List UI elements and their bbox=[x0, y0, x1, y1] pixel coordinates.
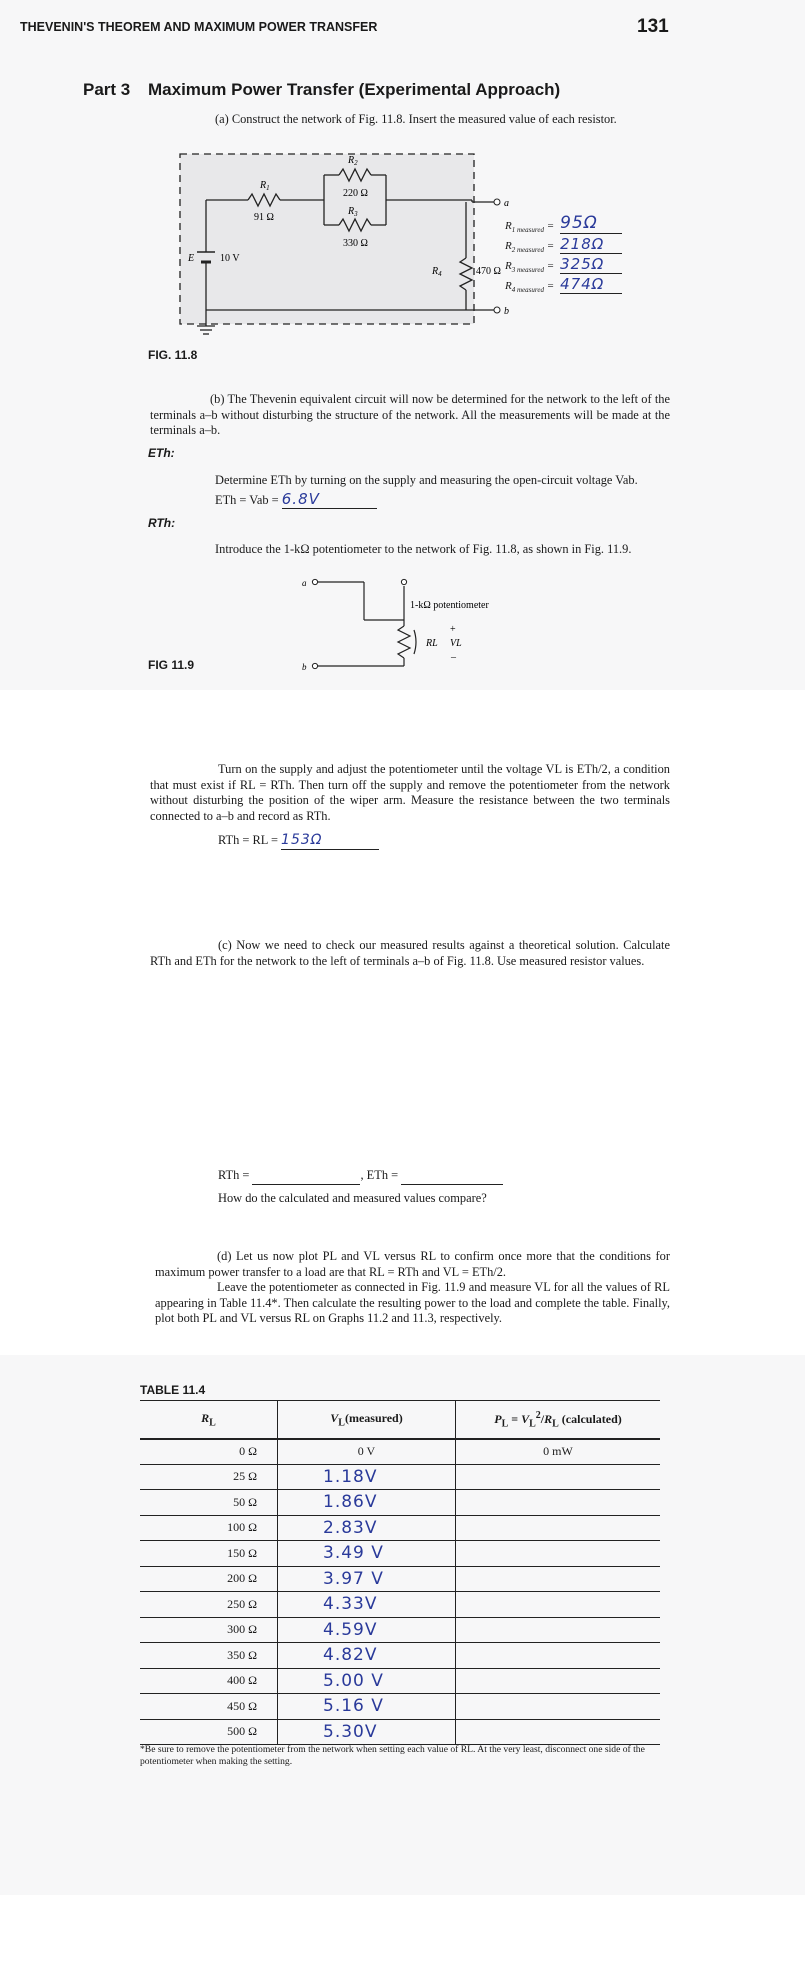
r4-value: 470 Ω bbox=[476, 266, 501, 277]
r2-value: 220 Ω bbox=[343, 188, 368, 199]
col-rl: $R_L$ bbox=[140, 1401, 278, 1439]
table-row bbox=[140, 1439, 660, 1465]
fig119-terminal-a: a bbox=[302, 578, 307, 588]
table-row bbox=[140, 1515, 660, 1541]
pl-cell bbox=[456, 1566, 661, 1592]
compare-question: How do the calculated and measured values compare? bbox=[218, 1191, 487, 1205]
r3-label: $R_3$ bbox=[348, 206, 358, 218]
r1-measured-label: $R_{1 measured}$ = bbox=[505, 219, 555, 234]
table-row bbox=[140, 1464, 660, 1490]
fig-11-8-circuit bbox=[176, 150, 516, 340]
r2-measured-label: $R_{2 measured}$ = bbox=[505, 239, 555, 254]
rl-cell: 350 Ω bbox=[140, 1643, 278, 1669]
r1-label: $R_1$ bbox=[260, 180, 270, 192]
rl-label: RL bbox=[426, 638, 438, 649]
eth-value: 6.8V bbox=[282, 492, 377, 509]
pl-cell bbox=[456, 1592, 661, 1618]
r2-measured-value: 218Ω bbox=[560, 235, 622, 254]
vl-cell: 0 V bbox=[278, 1439, 456, 1465]
vl-cell: 4.82V bbox=[278, 1643, 456, 1669]
part-d-text-2: Leave the potentiometer as connected in Fig. 11.9 and measure VL for all the values of RL appearing in Table 11.4*. Then calculate the resulting power to the load and complete the table. Finally, plot both PL and VL versus RL on Graphs 11.2 and 11.3, respectively. bbox=[155, 1280, 670, 1325]
rth-rl-eq-label: RTh = RL = bbox=[218, 833, 278, 847]
pl-cell bbox=[456, 1694, 661, 1720]
rth-rl-equation bbox=[218, 833, 379, 850]
rl-cell: 400 Ω bbox=[140, 1668, 278, 1694]
r4-measured-value: 474Ω bbox=[560, 275, 622, 294]
source-label: E bbox=[188, 253, 195, 264]
table-row bbox=[140, 1694, 660, 1720]
part-d-text-1: (d) Let us now plot PL and VL versus RL to confirm once more that the conditions for maximum power transfer to a load are that RL = RTh and VL = ETh/2. bbox=[155, 1249, 670, 1279]
table-row bbox=[140, 1617, 660, 1643]
part-b-text: (b) The Thevenin equivalent circuit will now be determined for the network to the left of the terminals a–b without disturbing the structure of the network. All the measurements will be made at the terminals a–b. bbox=[150, 392, 670, 437]
rl-cell: 100 Ω bbox=[140, 1515, 278, 1541]
r3-measured-value: 325Ω bbox=[560, 255, 622, 274]
potentiometer-label: 1-kΩ potentiometer bbox=[410, 600, 489, 611]
table-row bbox=[140, 1643, 660, 1669]
vl-cell: 1.86V bbox=[278, 1490, 456, 1516]
vl-cell: 4.33V bbox=[278, 1592, 456, 1618]
rl-cell: 200 Ω bbox=[140, 1566, 278, 1592]
table-title: TABLE 11.4 bbox=[140, 1383, 206, 1397]
table-header-row bbox=[140, 1401, 660, 1439]
vl-plus: + bbox=[450, 624, 456, 635]
page-number: 131 bbox=[637, 16, 669, 37]
vl-cell: 4.59V bbox=[278, 1617, 456, 1643]
table-row bbox=[140, 1490, 660, 1516]
r1-measured-value: 95Ω bbox=[560, 213, 622, 234]
vl-minus: – bbox=[451, 652, 456, 663]
pl-cell bbox=[456, 1515, 661, 1541]
table-row bbox=[140, 1719, 660, 1745]
table-row bbox=[140, 1592, 660, 1618]
fig-11-8-caption: FIG. 11.8 bbox=[148, 348, 198, 362]
eth-equation bbox=[215, 492, 377, 509]
r4-measured-label: $R_{4 measured}$ = bbox=[505, 279, 555, 294]
table-row bbox=[140, 1668, 660, 1694]
rl-cell: 450 Ω bbox=[140, 1694, 278, 1720]
rl-cell: 250 Ω bbox=[140, 1592, 278, 1618]
rth-measured-value: 153Ω bbox=[281, 833, 379, 850]
r3-measured-label: $R_{3 measured}$ = bbox=[505, 259, 555, 274]
eth-heading: ETh: bbox=[148, 446, 175, 460]
pl-cell bbox=[456, 1490, 661, 1516]
rth-calc-label: RTh = bbox=[218, 1168, 250, 1182]
eth-eq-label: ETh = Vab = bbox=[215, 493, 279, 507]
table-row bbox=[140, 1566, 660, 1592]
col-vl: $V_L(measured)$ bbox=[278, 1401, 456, 1439]
terminal-a: a bbox=[504, 198, 509, 209]
pl-cell bbox=[456, 1617, 661, 1643]
calc-equations bbox=[218, 1168, 503, 1185]
eth-calc-label: , ETh = bbox=[360, 1168, 399, 1182]
rth-calc-blank[interactable] bbox=[252, 1168, 360, 1185]
pl-cell bbox=[456, 1668, 661, 1694]
vl-label: VL bbox=[450, 638, 462, 649]
fig-11-9-caption: FIG 11.9 bbox=[148, 658, 195, 672]
rl-cell: 50 Ω bbox=[140, 1490, 278, 1516]
rl-cell: 300 Ω bbox=[140, 1617, 278, 1643]
vl-cell: 1.18V bbox=[278, 1464, 456, 1490]
pl-cell bbox=[456, 1464, 661, 1490]
source-value: 10 V bbox=[220, 253, 240, 264]
part-a-text: (a) Construct the network of Fig. 11.8. Insert the measured value of each resistor. bbox=[215, 112, 617, 126]
r4-label: $R_4$ bbox=[432, 266, 442, 278]
pl-cell bbox=[456, 1719, 661, 1745]
pl-cell: 0 mW bbox=[543, 1444, 573, 1458]
eth-calc-blank[interactable] bbox=[401, 1168, 503, 1185]
fig119-terminal-b: b bbox=[302, 662, 307, 672]
eth-instruction: Determine ETh by turning on the supply and measuring the open-circuit voltage Vab. bbox=[215, 473, 638, 487]
measured-values bbox=[505, 214, 645, 294]
results-table bbox=[140, 1400, 660, 1745]
vl-cell: 3.97 V bbox=[278, 1566, 456, 1592]
col-pl: $P_L = V_L^2/R_L$ (calculated) bbox=[494, 1409, 622, 1429]
pl-cell bbox=[456, 1541, 661, 1567]
r2-label: $R_2$ bbox=[348, 155, 358, 167]
vl-cell: 5.00 V bbox=[278, 1668, 456, 1694]
r1-value: 91 Ω bbox=[254, 212, 274, 223]
vl-cell: 5.16 V bbox=[278, 1694, 456, 1720]
terminal-b: b bbox=[504, 306, 509, 317]
chapter-title: THEVENIN'S THEOREM AND MAXIMUM POWER TRANSFER bbox=[20, 20, 378, 34]
rl-cell: 0 Ω bbox=[140, 1439, 278, 1465]
rth-heading: RTh: bbox=[148, 516, 176, 530]
turn-on-text: Turn on the supply and adjust the potentiometer until the voltage VL is ETh/2, a condition that must exist if RL = RTh. Then turn off the supply and remove the potentiometer from the network without disturbing the position of the wiper arm. Measure the resistance between the two terminals connected to a–b and record as RTh. bbox=[150, 762, 670, 823]
rl-cell: 25 Ω bbox=[140, 1464, 278, 1490]
pl-cell bbox=[456, 1643, 661, 1669]
vl-cell: 3.49 V bbox=[278, 1541, 456, 1567]
part-label: Part 3 bbox=[83, 80, 131, 99]
vl-cell: 5.30V bbox=[278, 1719, 456, 1745]
table-row bbox=[140, 1541, 660, 1567]
vl-cell: 2.83V bbox=[278, 1515, 456, 1541]
part-title: Maximum Power Transfer (Experimental Approach) bbox=[148, 80, 561, 99]
fig-11-9-circuit bbox=[300, 570, 520, 680]
r3-value: 330 Ω bbox=[343, 238, 368, 249]
rth-instruction: Introduce the 1-kΩ potentiometer to the network of Fig. 11.8, as shown in Fig. 11.9. bbox=[215, 542, 632, 556]
part-c-text: (c) Now we need to check our measured results against a theoretical solution. Calculate RTh and ETh for the network to the left of terminals a–b of Fig. 11.8. Use measured resistor values. bbox=[150, 938, 670, 968]
rl-cell: 500 Ω bbox=[140, 1719, 278, 1745]
table-footnote: *Be sure to remove the potentiometer from the network when setting each value of RL. At the very least, disconnect one side of the potentiometer when making the setting. bbox=[140, 1744, 645, 1767]
rl-cell: 150 Ω bbox=[140, 1541, 278, 1567]
